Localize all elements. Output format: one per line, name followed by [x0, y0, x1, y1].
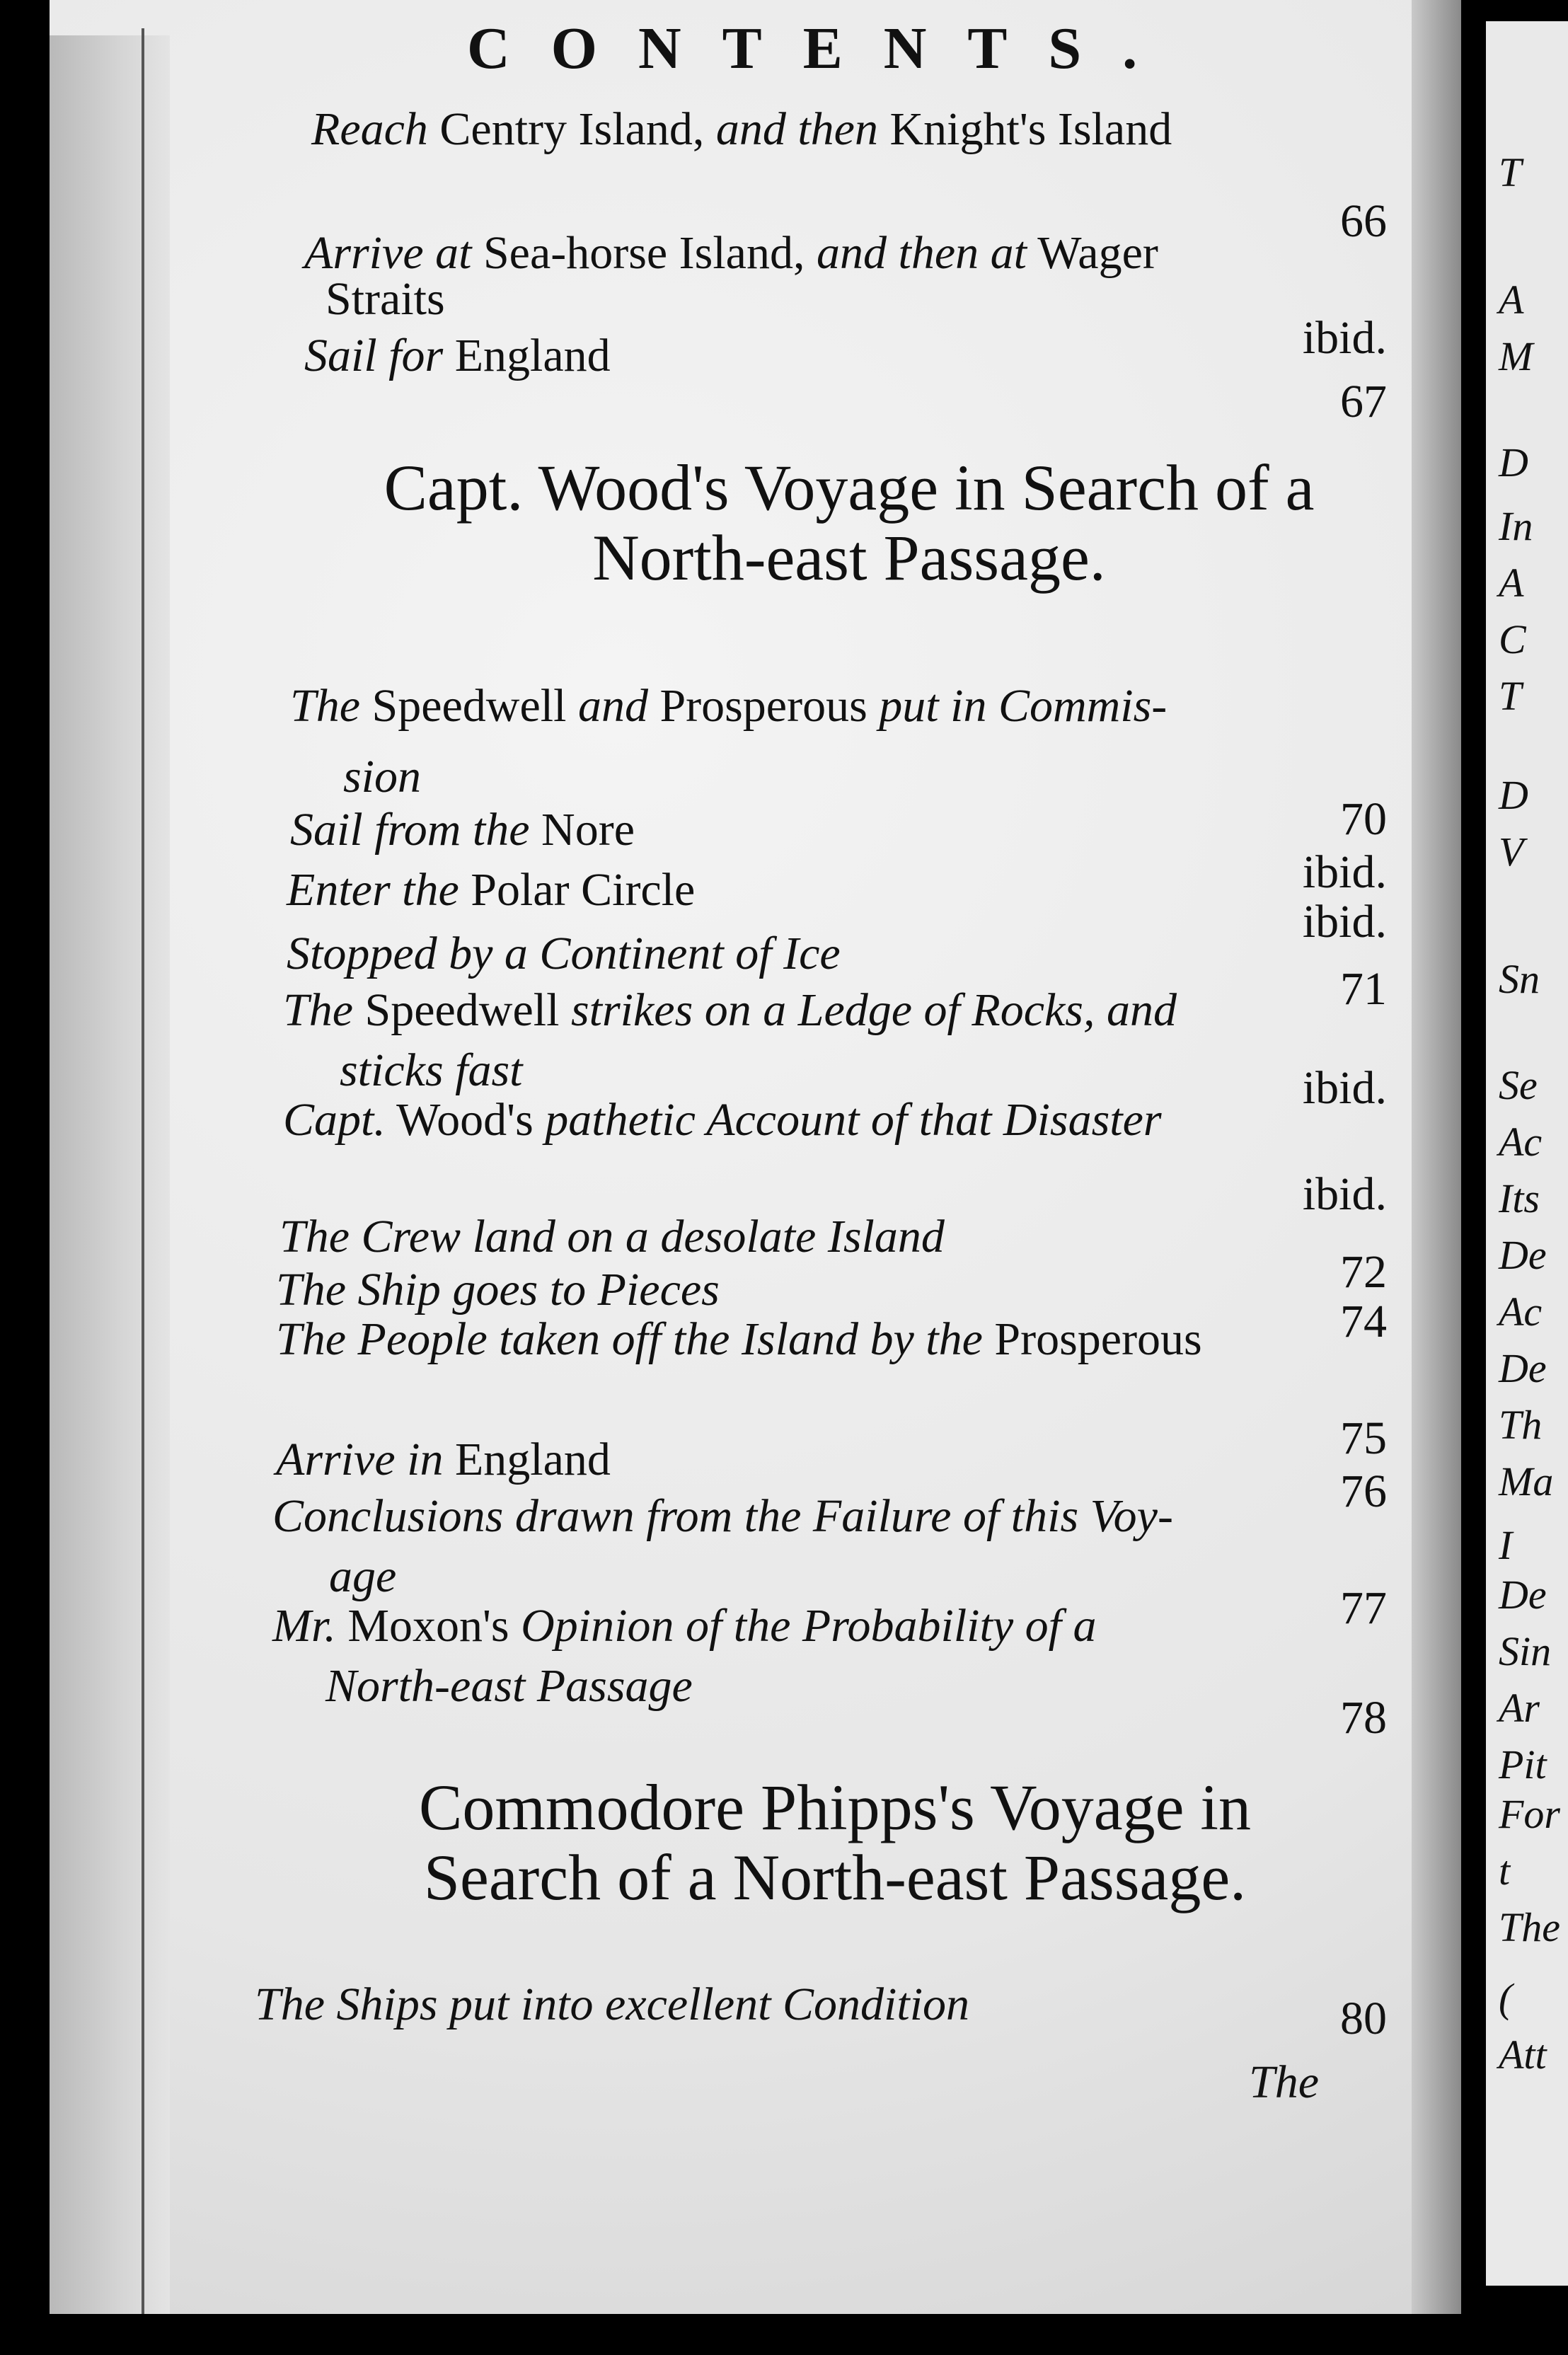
entry-text: Moxon's	[335, 1600, 521, 1652]
entry-text: and then at	[816, 227, 1027, 279]
facing-page-text: A	[1499, 277, 1524, 323]
facing-page-text: Th	[1499, 1402, 1543, 1448]
entry-text: Opinion of the Probability of a	[521, 1600, 1097, 1652]
contents-entry	[290, 680, 1168, 732]
contents-entry-continuation: North-east Passage	[325, 1660, 693, 1712]
facing-page-text: Ar	[1499, 1685, 1540, 1731]
facing-page-text: In	[1499, 503, 1533, 549]
entry-text: Arrive in	[276, 1434, 444, 1485]
running-head: CONTENTS.	[467, 16, 1179, 81]
entry-text: Nore	[529, 804, 635, 856]
entry-text: and then	[715, 103, 878, 155]
section-heading-line: Commodore Phipps's Voyage in	[418, 1771, 1251, 1843]
page-number: ibid.	[1302, 312, 1387, 364]
entry-text: The Ship goes to Pieces	[276, 1264, 720, 1315]
section-heading-line: Search of a North-east Passage.	[423, 1841, 1247, 1914]
contents-entry	[304, 227, 1158, 279]
facing-page-text: C	[1499, 616, 1526, 662]
entry-text: The Crew land on a desolate Island	[279, 1211, 945, 1262]
facing-page-text: Att	[1499, 2032, 1547, 2078]
contents-entry	[276, 1264, 720, 1315]
facing-page-text: I	[1499, 1522, 1513, 1568]
facing-page-text: For	[1499, 1791, 1560, 1837]
page-number: 76	[1340, 1466, 1387, 1517]
page-right-shadow	[1412, 0, 1461, 2314]
contents-entry	[272, 1490, 1173, 1542]
entry-text: Stopped by a Continent of Ice	[287, 928, 841, 979]
entry-text: Wood's	[385, 1094, 546, 1146]
entry-text: Enter the	[287, 864, 459, 916]
entry-text: Wager	[1026, 227, 1158, 279]
entry-text: Knight's Island	[877, 103, 1172, 155]
entry-text: The Ships put into excellent Condition	[255, 1979, 970, 2030]
contents-entry-continuation: Straits	[325, 273, 445, 325]
page-number: ibid.	[1302, 846, 1387, 898]
facing-page-text: De	[1499, 1572, 1547, 1618]
page-number: 80	[1340, 1993, 1387, 2044]
facing-page-text: T	[1499, 673, 1522, 719]
page-number: 70	[1340, 793, 1387, 845]
entry-text: and	[577, 680, 648, 732]
facing-page-text: (	[1499, 1975, 1513, 2021]
facing-page-text: Its	[1499, 1175, 1540, 1221]
entry-text: Sail from the	[290, 804, 530, 856]
facing-page-text: Ac	[1499, 1119, 1543, 1165]
page-number: ibid.	[1302, 896, 1387, 948]
entry-text: Sail for	[304, 330, 444, 381]
section-heading-line: North-east Passage.	[592, 522, 1106, 594]
contents-entry	[311, 103, 1172, 155]
facing-page-text: De	[1499, 1232, 1547, 1278]
entry-text: Speedwell	[353, 984, 571, 1036]
page-number: 71	[1340, 963, 1387, 1015]
contents-entry-continuation: sion	[343, 751, 422, 802]
facing-page-text: A	[1499, 560, 1524, 606]
book-page	[50, 0, 1461, 2314]
entry-text: England	[443, 1434, 611, 1485]
section-heading-wood	[297, 453, 1401, 594]
catchword: The	[1249, 2056, 1319, 2108]
page-edge-line	[142, 28, 144, 2314]
entry-text: Capt.	[283, 1094, 386, 1146]
facing-page-text: D	[1499, 772, 1528, 818]
facing-page-text: M	[1499, 333, 1533, 379]
page-number: ibid.	[1302, 1168, 1387, 1220]
contents-entry	[283, 984, 1177, 1036]
entry-text: The	[290, 680, 360, 732]
facing-page-text: V	[1499, 829, 1524, 875]
contents-entry	[287, 928, 841, 979]
contents-entry	[283, 1094, 1162, 1146]
contents-entry	[304, 330, 611, 381]
entry-text: pathetic Account of that Disaster	[545, 1094, 1162, 1146]
facing-page-text: T	[1499, 149, 1522, 195]
entry-text: Reach	[311, 103, 428, 155]
page-number: 78	[1340, 1692, 1387, 1744]
entry-text: strikes on a Ledge of Rocks, and	[570, 984, 1177, 1036]
page-number: 66	[1340, 195, 1387, 247]
entry-text: Arrive at	[304, 227, 472, 279]
contents-entry	[255, 1981, 969, 2028]
page-number: 75	[1340, 1412, 1387, 1464]
contents-entry-continuation: age	[329, 1550, 397, 1602]
facing-page-text: Ma	[1499, 1458, 1554, 1504]
page-number: 67	[1340, 376, 1387, 427]
facing-page-fragment	[1486, 21, 1568, 2286]
contents-entry	[279, 1211, 945, 1262]
facing-page-text: Se	[1499, 1062, 1538, 1108]
page-number: 77	[1340, 1582, 1387, 1634]
section-heading-phipps	[283, 1773, 1387, 1913]
entry-text: put in Commis-	[879, 680, 1168, 732]
entry-text: The People taken off the Island by the	[276, 1313, 983, 1365]
page-gutter-shadow	[50, 35, 170, 2314]
contents-entry	[276, 1436, 611, 1483]
entry-text: Speedwell	[360, 680, 578, 732]
facing-page-text: De	[1499, 1345, 1547, 1391]
entry-text: Prosperous	[982, 1313, 1202, 1365]
entry-text: Centry Island,	[427, 103, 716, 155]
entry-text: Polar Circle	[459, 864, 696, 916]
facing-page-text: Sn	[1499, 956, 1540, 1002]
section-heading-line: Capt. Wood's Voyage in Search of a	[384, 451, 1315, 524]
contents-entry-continuation: sticks fast	[340, 1044, 523, 1096]
entry-text: Mr.	[272, 1600, 336, 1652]
facing-page-text: The	[1499, 1904, 1560, 1950]
page-number: ibid.	[1302, 1062, 1387, 1114]
contents-entry	[290, 804, 635, 856]
entry-text: The	[283, 984, 353, 1036]
contents-entry	[276, 1313, 1202, 1365]
facing-page-text: Ac	[1499, 1289, 1543, 1335]
contents-entry	[272, 1600, 1097, 1652]
page-number: 74	[1340, 1296, 1387, 1347]
contents-entry	[287, 864, 696, 916]
entry-text: Sea-horse Island,	[471, 227, 817, 279]
facing-page-text: Pit	[1499, 1741, 1547, 1787]
entry-text: Prosperous	[647, 680, 880, 732]
facing-page-text: Sin	[1499, 1628, 1552, 1674]
page-number: 72	[1340, 1246, 1387, 1298]
entry-text: England	[443, 330, 611, 381]
facing-page-text: t	[1499, 1848, 1511, 1894]
entry-text: Conclusions drawn from the Failure of this Voy-	[272, 1490, 1173, 1542]
facing-page-text: D	[1499, 439, 1528, 485]
